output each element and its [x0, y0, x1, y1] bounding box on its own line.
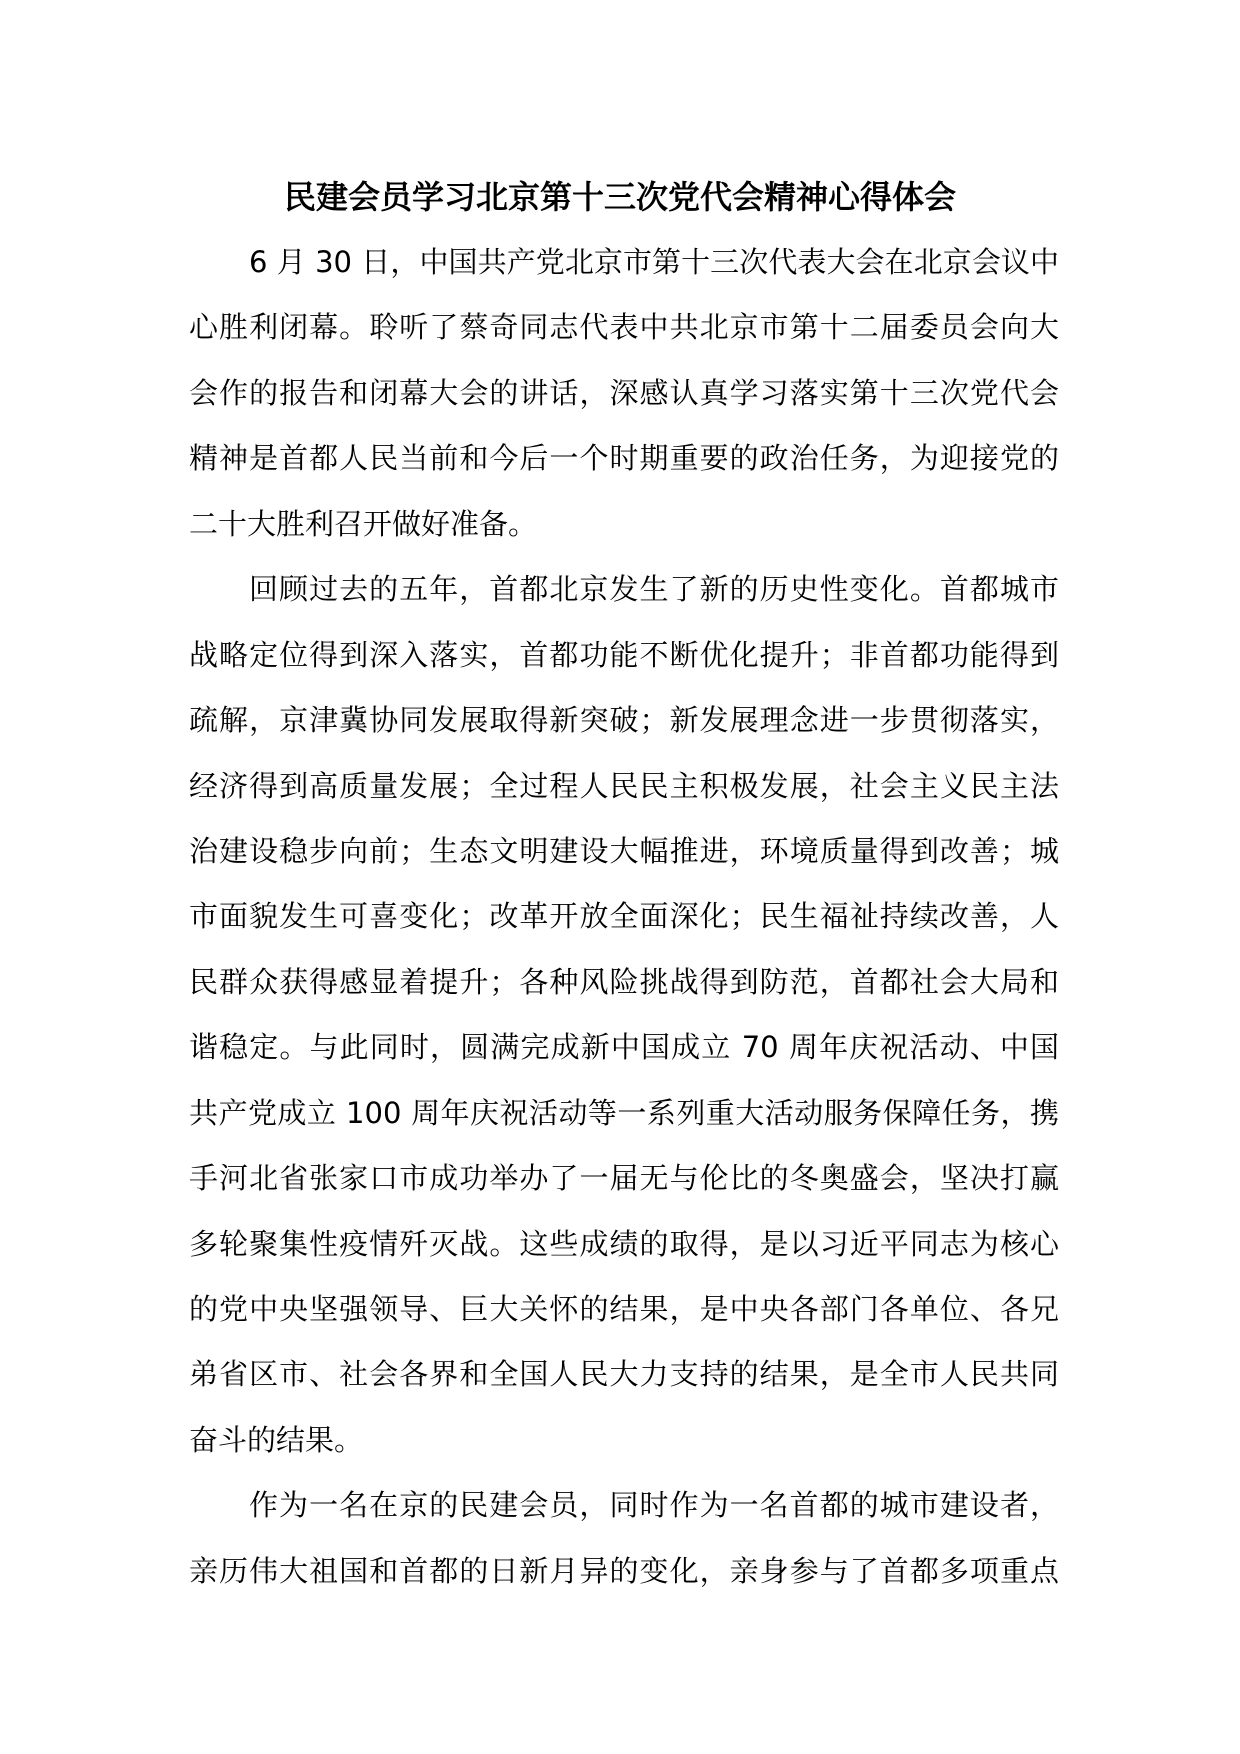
- paragraph-line: 多轮聚集性疫情歼灭战。这些成绩的取得，是以习近平同志为核心: [189, 1226, 1059, 1261]
- paragraph-line: 亲历伟大祖国和首都的日新月异的变化，亲身参与了首都多项重点: [189, 1553, 1059, 1588]
- document-title: 民建会员学习北京第十三次党代会精神心得体会: [283, 178, 956, 216]
- paragraph-line: 疏解，京津冀协同发展取得新突破；新发展理念进一步贯彻落实，: [189, 703, 1059, 738]
- paragraph-line: 谐稳定。与此同时，圆满完成新中国成立 70 周年庆祝活动、中国: [189, 1030, 1059, 1065]
- paragraph-line: 民群众获得感显着提升；各种风险挑战得到防范，首都社会大局和: [189, 964, 1059, 999]
- paragraph-line: 经济得到高质量发展；全过程人民民主积极发展，社会主义民主法: [189, 768, 1059, 803]
- paragraph-line: 奋斗的结果。: [189, 1422, 364, 1457]
- paragraph-line: 弟省区市、社会各界和全国人民大力支持的结果，是全市人民共同: [189, 1357, 1059, 1392]
- paragraph-line: 回顾过去的五年，首都北京发生了新的历史性变化。首都城市: [249, 572, 1059, 607]
- paragraph-line: 战略定位得到深入落实，首都功能不断优化提升；非首都功能得到: [189, 637, 1059, 672]
- paragraph-line: 治建设稳步向前；生态文明建设大幅推进，环境质量得到改善；城: [189, 833, 1059, 868]
- document-body: [189, 230, 1059, 1604]
- paragraph-line: 市面貌发生可喜变化；改革开放全面深化；民生福祉持续改善，人: [189, 899, 1059, 934]
- paragraph-line: 心胜利闭幕。聆听了蔡奇同志代表中共北京市第十二届委员会向大: [189, 310, 1059, 345]
- paragraph-line: 作为一名在京的民建会员，同时作为一名首都的城市建设者，: [249, 1488, 1059, 1523]
- paragraph-line: 手河北省张家口市成功举办了一届无与伦比的冬奥盛会，坚决打赢: [189, 1161, 1059, 1196]
- paragraph-line: 二十大胜利召开做好准备。: [189, 506, 538, 541]
- paragraph-line: 会作的报告和闭幕大会的讲话，深感认真学习落实第十三次党代会: [189, 375, 1059, 410]
- paragraph-line: 精神是首都人民当前和今后一个时期重要的政治任务，为迎接党的: [189, 441, 1059, 476]
- paragraph-line: 共产党成立 100 周年庆祝活动等一系列重大活动服务保障任务，携: [189, 1095, 1059, 1130]
- paragraph-line: 的党中央坚强领导、巨大关怀的结果，是中央各部门各单位、各兄: [189, 1292, 1059, 1326]
- paragraph-line: 6 月 30 日，中国共产党北京市第十三次代表大会在北京会议中: [249, 245, 1059, 279]
